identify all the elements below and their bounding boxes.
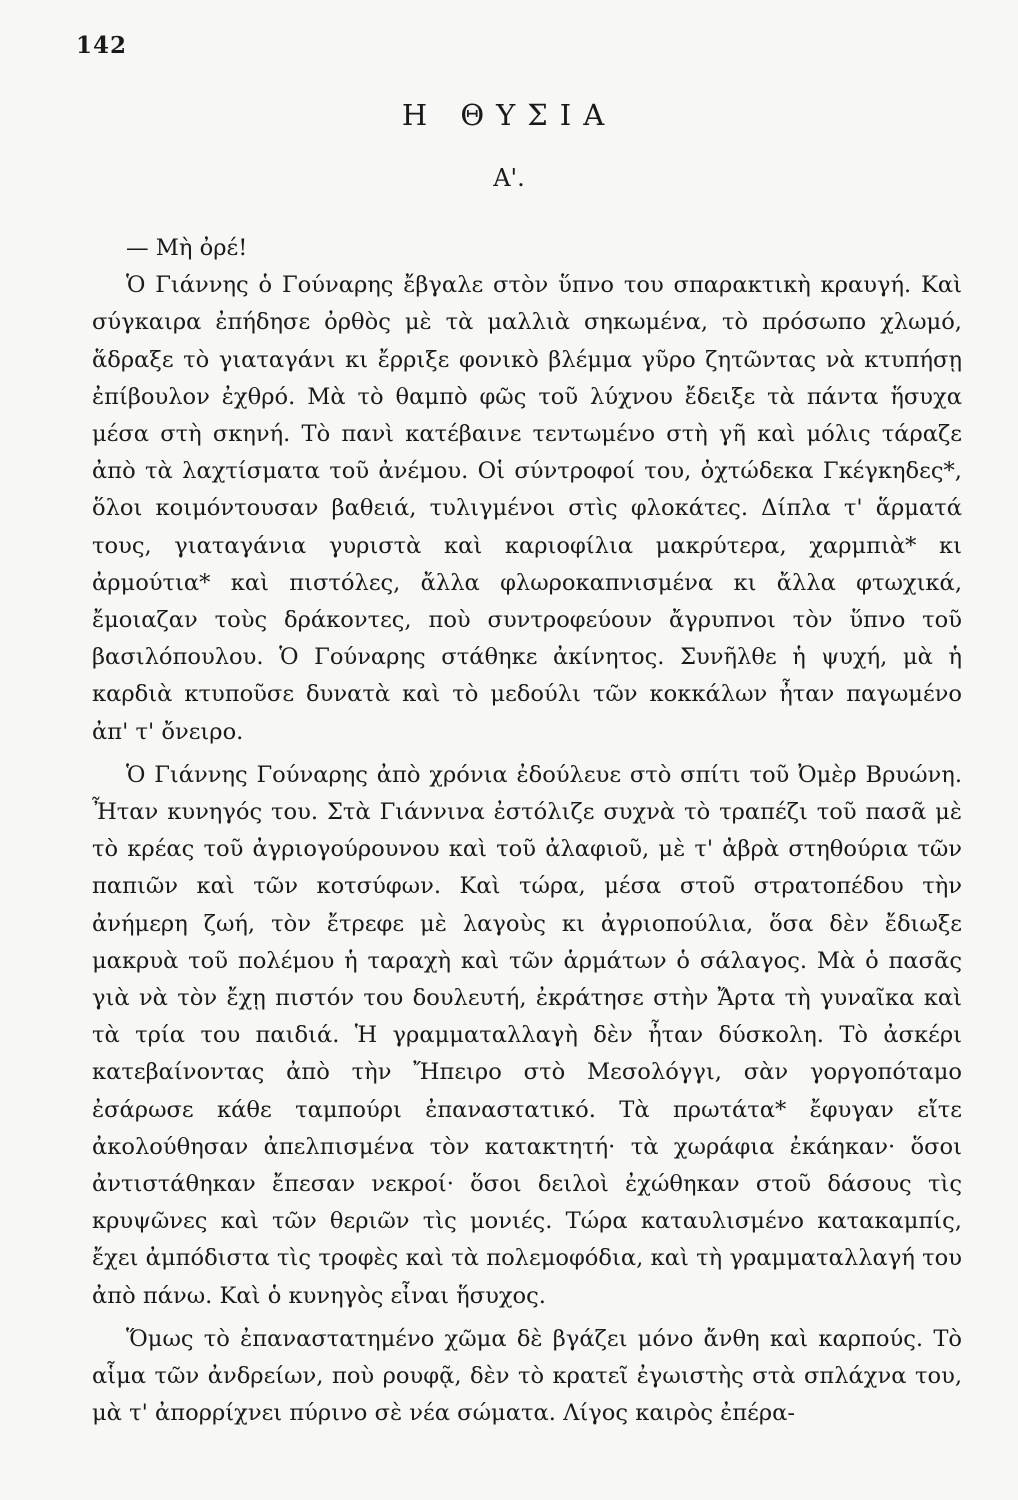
body-text <box>92 230 962 1433</box>
paragraph: Ὁ Γιάννης Γούναρης ἀπὸ χρόνια ἐδούλευε στὸ σπίτι τοῦ Ὀμὲρ Βρυώνη. Ἦταν κυνηγός του. Στὰ Γιάννινα ἐστόλιζε συχνὰ τὸ τραπέζι τοῦ πασᾶ μὲ τὸ κρέας τοῦ ἀγριογούρουνου καὶ τοῦ ἀλαφιοῦ, μὲ τ' ἀβρὰ στηθούρια τῶν παπιῶν καὶ τῶν κοτσύφων. Καὶ τώρα, μέσα στοῦ στρατοπέδου τὴν ἀνήμερη ζωή, τὸν ἔτρεφε μὲ λαγοὺς κι ἀγριοπούλια, ὅσα δὲν ἔδιωξε μακρυὰ τοῦ πολέμου ἡ ταραχὴ καὶ τῶν ἁρμάτων ὁ σάλαγος. Μὰ ὁ πασᾶς γιὰ νὰ τὸν ἔχῃ πιστόν του δουλευτή, ἐκράτησε στὴν Ἄρτα τὴ γυναῖκα καὶ τὰ τρία του παιδιά. Ἡ γραμματαλλαγὴ δὲν ἦταν δύσκολη. Τὸ ἀσκέρι κατεβαίνοντας ἀπὸ τὴν Ἤπειρο στὸ Μεσολόγγι, σὰν γοργοπόταμο ἐσάρωσε κάθε ταμπούρι ἐπαναστατικό. Τὰ πρωτάτα* ἔφυγαν εἴτε ἀκολούθησαν ἀπελπισμένα τὸν κατακτητή· τὰ χωράφια ἐκάηκαν· ὅσοι ἀντιστάθηκαν ἔπεσαν νεκροί· ὅσοι δειλοὶ ἐχώθηκαν στοῦ δάσους τὶς κρυψῶνες καὶ τῶν θεριῶν τὶς μονιές. Τώρα καταυλισμένο κατακαμπίς, ἔχει ἀμπόδιστα τὶς τροφὲς καὶ τὰ πολεμοφόδια, καὶ τὴ γραμματαλλαγή του ἀπὸ πάνω. Καὶ ὁ κυνηγὸς εἶναι ἥσυχος. <box>92 761 962 1309</box>
section-marker: Α'. <box>493 164 525 192</box>
paragraph: Ὅμως τὸ ἐπαναστατημένο χῶμα δὲ βγάζει μόνο ἄνθη καὶ καρπούς. Τὸ αἷμα τῶν ἀνδρείων, ποὺ ρουφᾷ, δὲν τὸ κρατεῖ ἐγωιστὴς στὰ σπλάχνα του, μὰ τ' ἀπορρίχνει πύρινο σὲ νέα σώματα. Λίγος καιρὸς ἐπέρα- <box>92 1325 962 1427</box>
paragraph: — Μὴ ὀρέ! <box>126 235 248 261</box>
page-number: 142 <box>76 32 128 59</box>
chapter-title: Η ΘΥΣΙΑ <box>401 98 617 132</box>
paragraph: Ὁ Γιάννης ὁ Γούναρης ἔβγαλε στὸν ὕπνο του σπαρακτικὴ κραυγή. Καὶ σύγκαιρα ἐπήδησε ὀρθὸς μὲ τὰ μαλλιὰ σηκωμένα, τὸ πρόσωπο χλωμό, ἅδραξε τὸ γιαταγάνι κι ἔρριξε φονικὸ βλέμμα γῦρο ζητῶντας νὰ κτυπήσῃ ἐπίβουλον ἐχθρό. Μὰ τὸ θαμπὸ φῶς τοῦ λύχνου ἔδειξε τὰ πάντα ἥσυχα μέσα στὴ σκηνή. Τὸ πανὶ κατέβαινε τεντωμένο στὴ γῆ καὶ μόλις τάραζε ἀπὸ τὰ λαχτίσματα τοῦ ἀνέμου. Οἱ σύντροφοί του, ὀχτώδεκα Γκέγκηδες*, ὅλοι κοιμόντουσαν βαθειά, τυλιγμένοι στὶς φλοκάτες. Δίπλα τ' ἅρματά τους, γιαταγάνια γυριστὰ καὶ καριοφίλια μακρύτερα, χαρμπιὰ* κι ἀρμούτια* καὶ πιστόλες, ἄλλα φλωροκαπνισμένα κι ἄλλα φτωχικά, ἔμοιαζαν τοὺς δράκοντες, ποὺ συντροφεύουν ἄγρυπνοι τὸν ὕπνο τοῦ βασιλόπουλου. Ὁ Γούναρης στάθηκε ἀκίνητος. Συνῆλθε ἡ ψυχή, μὰ ἡ καρδιὰ κτυποῦσε δυνατὰ καὶ τὸ μεδούλι τῶν κοκκάλων ἦταν παγωμένο ἀπ' τ' ὄνειρο. <box>92 272 962 745</box>
